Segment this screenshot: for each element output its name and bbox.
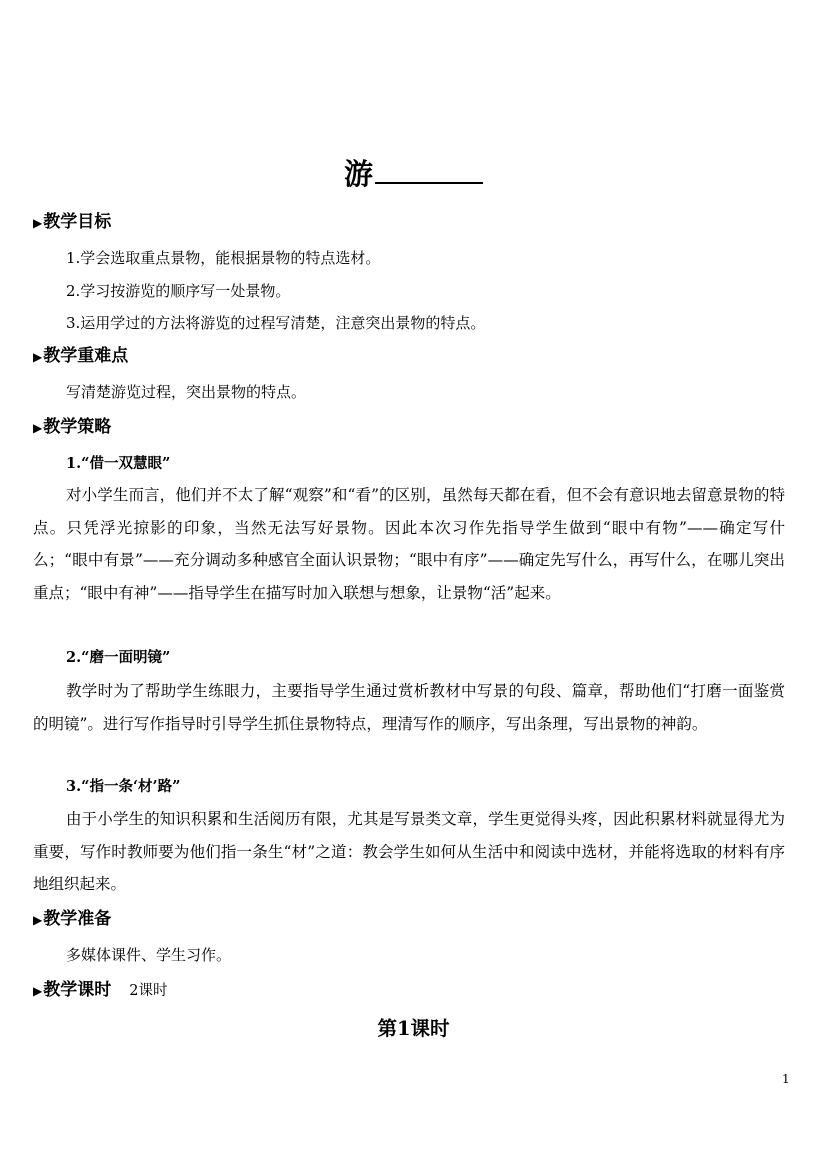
section-heading-key-points [33, 345, 128, 368]
triangle-bullet-icon: ▶ [33, 350, 43, 364]
strategies-heading-text: 教学策略 [43, 417, 112, 437]
section-heading-preparation [33, 908, 111, 931]
section-heading-strategies [33, 416, 111, 439]
section-heading-hours [33, 979, 167, 1002]
preparation-text: 多媒体课件、学生习作。 [66, 946, 232, 964]
objective-item-2: 2.学习按游览的顺序写一处景物。 [66, 282, 291, 300]
triangle-bullet-icon: ▶ [33, 913, 43, 927]
key-points-heading-text: 教学重难点 [43, 346, 129, 366]
objective-item-1: 1.学会选取重点景物，能根据景物的特点选材。 [66, 249, 381, 267]
triangle-bullet-icon: ▶ [33, 984, 43, 998]
strategy-paragraph-2: 教学时为了帮助学生练眼力，主要指导学生通过赏析教材中写景的句段、篇章，帮助他们“打磨一面鉴赏的明镜”。进行写作指导时引导学生抓住景物特点，理清写作的顺序，写出条理，写出景物的神韵。 [33, 682, 785, 733]
triangle-bullet-icon: ▶ [33, 421, 43, 435]
triangle-bullet-icon: ▶ [33, 216, 43, 230]
strategy-paragraph-3: 由于小学生的知识积累和生活阅历有限，尤其是写景类文章，学生更觉得头疼，因此积累材料就显得尤为重要，写作时教师要为他们指一条生“材”之道：教会学生如何从生活中和阅读中选材，并能将选取的材料有序地组织起来。 [33, 810, 785, 893]
key-points-text: 写清楚游览过程，突出景物的特点。 [66, 383, 307, 401]
strategy-title-2: 2.“磨一面明镜” [66, 649, 171, 666]
strategy-title-1: 1.“借一双慧眼” [66, 455, 171, 472]
page-number: 1 [782, 1072, 790, 1086]
strategy-paragraph-1: 对小学生而言，他们并不太了解“观察”和“看”的区别，虽然每天都在看，但不会有意识地去留意景物的特点。只凭浮光掠影的印象，当然无法写好景物。因此本次习作先指导学生做到“眼中有物”——确定写什么；“眼中有景”——充分调动多种感官全面认识景物；“眼中有序”——确定先写什么，再写什么，在哪儿突出重点；“眼中有神”——指导学生在描写时加入联想与想象，让景物“活”起来。 [33, 486, 785, 602]
objectives-heading-text: 教学目标 [43, 212, 112, 232]
preparation-heading-text: 教学准备 [43, 909, 112, 929]
strategy-title-3: 3.“指一条‘材’路” [66, 778, 181, 795]
hours-value: 2课时 [129, 983, 168, 999]
hours-heading-text: 教学课时 [43, 980, 112, 1000]
section-heading-objectives [33, 211, 111, 234]
objective-item-3: 3.运用学过的方法将游览的过程写清楚，注意突出景物的特点。 [66, 314, 486, 332]
page-title [0, 152, 827, 194]
title-blank-line [375, 152, 483, 184]
lesson-title: 第1课时 [377, 1017, 450, 1040]
title-text: 游 [343, 157, 373, 191]
